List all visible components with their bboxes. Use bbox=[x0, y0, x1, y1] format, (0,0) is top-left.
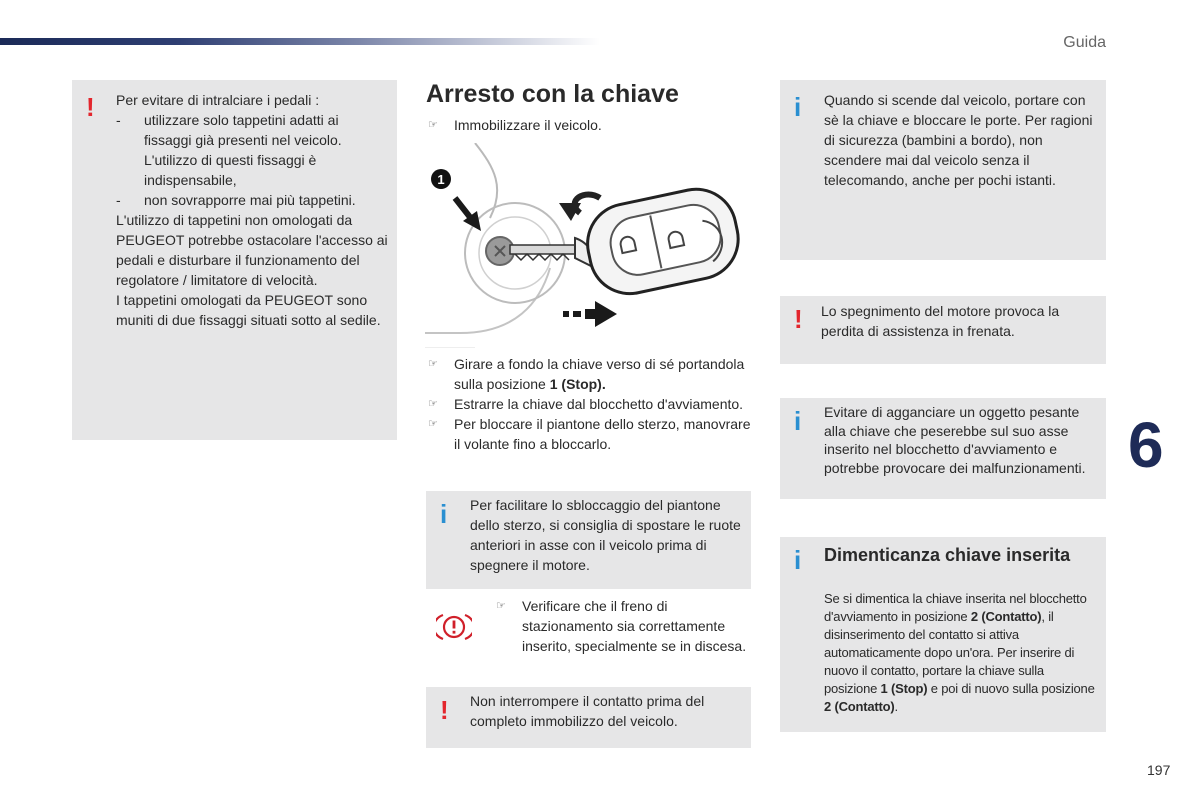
warning-box-contact bbox=[426, 687, 751, 748]
warning-item: - utilizzare solo tappetini adatti ai fissaggi già presenti nel veicolo. L'utilizzo di questi fissaggi è indispensabile, bbox=[116, 112, 342, 188]
info-text-steering: Per facilitare lo sbloccaggio del piantone dello sterzo, si consiglia di spostare le ruote anteriori in asse con il veicolo prima di spegnere il motore. bbox=[470, 497, 741, 573]
warning-box-engine bbox=[780, 296, 1106, 364]
warning-icon: ! bbox=[794, 304, 803, 334]
forgotten-key-text: Se si dimentica la chiave inserita nel blocchetto d'avviamento in posizione 2 (Contatto), il disinserimento del contatto si attiva automaticamente dopo un'ora. Per inserire di nuovo il contatto, portare la chiave sulla posizione 1 (Stop) e poi di nuovo sulla posizione 2 (Contatto). bbox=[824, 591, 1095, 714]
info-box-forgotten-key bbox=[780, 537, 1106, 732]
warning-para: L'utilizzo di tappetini non omologati da PEUGEOT potrebbe ostacolare l'accesso ai pedali e disturbare il funzionamento del regolatore / limitatore di velocità. bbox=[116, 212, 388, 288]
header-bar bbox=[0, 38, 600, 45]
warning-item: - non sovrapporre mai più tappetini. bbox=[116, 192, 356, 208]
info-text-heavy-object: Evitare di agganciare un oggetto pesante alla chiave che peserebbe sul suo asse inserito nel blocchetto d'avviamento e potrebbe provocare dei malfunzionamenti. bbox=[824, 404, 1086, 476]
step-list-first bbox=[426, 115, 746, 135]
warning-icon: ! bbox=[86, 92, 95, 122]
parking-brake-list bbox=[494, 596, 751, 656]
chapter-number: 6 bbox=[1128, 409, 1164, 481]
forgotten-key-title: Dimenticanza chiave inserita bbox=[824, 545, 1071, 565]
section-title: Arresto con la chiave bbox=[426, 80, 679, 108]
pointer-hand-icon: ☞ bbox=[428, 119, 438, 131]
warning-text-engine: Lo spegnimento del motore provoca la perdita di assistenza in frenata. bbox=[821, 303, 1060, 339]
pointer-hand-icon: ☞ bbox=[496, 600, 506, 612]
info-icon: i bbox=[440, 499, 448, 529]
warning-para: I tappetini omologati da PEUGEOT sono muniti di due fissaggi situati sotto al sedile. bbox=[116, 292, 381, 328]
info-icon: i bbox=[794, 406, 802, 436]
page-number: 197 bbox=[1147, 762, 1171, 778]
info-box-heavy-object bbox=[780, 398, 1106, 499]
step-item: ☞ Per bloccare il piantone dello sterzo, manovrare il volante fino a bloccarlo. bbox=[428, 416, 751, 452]
info-icon: i bbox=[794, 545, 802, 575]
section-label: Guida bbox=[1063, 34, 1106, 51]
warning-text-mats bbox=[116, 90, 388, 330]
info-text-take-key: Quando si scende dal veicolo, portare con sè la chiave e bloccare le porte. Per ragioni di sicurezza (bambini a bordo), non scendere mai dal veicolo senza il telecomando, anche per pochi istanti. bbox=[824, 92, 1093, 188]
step-item: ☞ Estrarre la chiave dal blocchetto d'avviamento. bbox=[428, 396, 744, 412]
key-ignition-diagram bbox=[425, 143, 745, 348]
warning-icon: ! bbox=[440, 695, 449, 725]
pointer-hand-icon: ☞ bbox=[428, 398, 438, 410]
info-box-steering bbox=[426, 491, 751, 589]
pointer-hand-icon: ☞ bbox=[428, 418, 438, 430]
warning-box-mats bbox=[72, 80, 397, 440]
callout-number: 1 bbox=[437, 172, 445, 187]
warning-text-contact: Non interrompere il contatto prima del completo immobilizzo del veicolo. bbox=[470, 693, 705, 729]
info-box-take-key bbox=[780, 80, 1106, 260]
step-list-second bbox=[426, 354, 751, 454]
parking-brake-section bbox=[426, 596, 751, 681]
parking-brake-warning-icon bbox=[436, 612, 472, 642]
step-item: ☞ Immobilizzare il veicolo. bbox=[428, 117, 602, 133]
step-item: ☞ Girare a fondo la chiave verso di sé portandola sulla posizione 1 (Stop). bbox=[428, 356, 745, 392]
pointer-hand-icon: ☞ bbox=[428, 358, 438, 370]
step-item: ☞ Verificare che il freno di stazionamento sia correttamente inserito, specialmente se in discesa. bbox=[496, 598, 747, 654]
warning-intro: Per evitare di intralciare i pedali : bbox=[116, 92, 320, 108]
info-icon: i bbox=[794, 92, 802, 122]
